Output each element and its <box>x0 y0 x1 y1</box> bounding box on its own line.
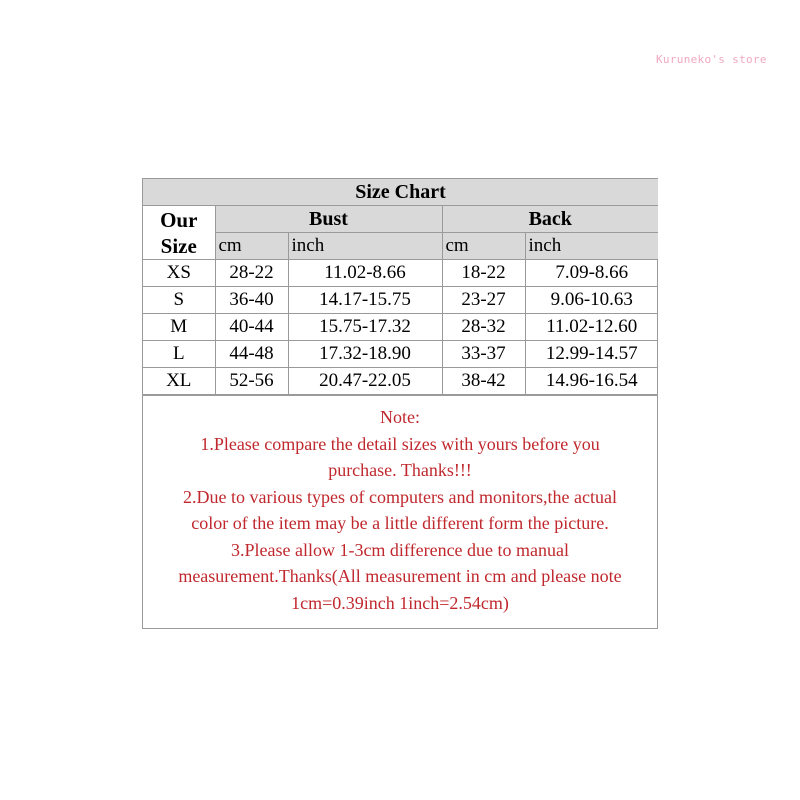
back-cm-cell: 33-37 <box>442 341 525 368</box>
title-row <box>143 179 658 206</box>
back-inch-cell: 12.99-14.57 <box>525 341 658 368</box>
store-watermark: Kuruneko's store <box>656 53 767 66</box>
back-cm-cell: 28-32 <box>442 314 525 341</box>
bust-inch-cell: 14.17-15.75 <box>288 287 442 314</box>
bust-inch-cell: 20.47-22.05 <box>288 368 442 395</box>
note2-line1: 2.Due to various types of computers and monitors,the actual <box>183 486 617 507</box>
size-cell: XL <box>143 368 215 395</box>
unit-header-row <box>143 233 658 260</box>
our-size-header <box>143 206 215 260</box>
note3-line1: 3.Please allow 1-3cm difference due to manual <box>230 539 570 560</box>
table-row <box>143 368 658 395</box>
group-header-row <box>143 206 658 233</box>
size-cell: M <box>143 314 215 341</box>
bust-cm-cell: 52-56 <box>215 368 288 395</box>
back-inch-cell: 14.96-16.54 <box>525 368 658 395</box>
note-heading: Note: <box>380 407 420 427</box>
notes-section <box>143 395 657 628</box>
note1-line1: 1.Please compare the detail sizes with yours before you <box>200 433 600 454</box>
back-cm-cell: 18-22 <box>442 260 525 287</box>
bust-cm-cell: 28-22 <box>215 260 288 287</box>
chart-title: Size Chart <box>143 179 658 206</box>
note1-line2: purchase. Thanks!!! <box>328 460 472 480</box>
size-cell: XS <box>143 260 215 287</box>
our-size-line2: Size <box>160 233 197 258</box>
note3-line2: measurement.Thanks(All measurement in cm and please note <box>178 566 622 586</box>
back-inch-cell: 9.06-10.63 <box>525 287 658 314</box>
bust-cm-cell: 40-44 <box>215 314 288 341</box>
bust-inch-cell: 17.32-18.90 <box>288 341 442 368</box>
back-cm-cell: 38-42 <box>442 368 525 395</box>
back-inch-cell: 11.02-12.60 <box>525 314 658 341</box>
back-cm-header: cm <box>442 233 525 260</box>
size-cell: S <box>143 287 215 314</box>
bust-cm-cell: 36-40 <box>215 287 288 314</box>
bust-cm-cell: 44-48 <box>215 341 288 368</box>
back-cm-cell: 23-27 <box>442 287 525 314</box>
back-inch-cell: 7.09-8.66 <box>525 260 658 287</box>
size-table <box>143 179 658 395</box>
size-chart <box>142 178 658 629</box>
table-row <box>143 260 658 287</box>
size-cell: L <box>143 341 215 368</box>
bust-header: Bust <box>215 206 442 233</box>
table-row <box>143 341 658 368</box>
bust-inch-cell: 11.02-8.66 <box>288 260 442 287</box>
bust-cm-header: cm <box>215 233 288 260</box>
note3-line3: 1cm=0.39inch 1inch=2.54cm) <box>291 592 509 613</box>
back-inch-header: inch <box>525 233 658 260</box>
note2-line2: color of the item may be a little different form the picture. <box>191 513 609 533</box>
bust-inch-header: inch <box>288 233 442 260</box>
our-size-line1: Our <box>160 207 198 232</box>
table-row <box>143 314 658 341</box>
bust-inch-cell: 15.75-17.32 <box>288 314 442 341</box>
back-header: Back <box>442 206 658 233</box>
table-row <box>143 287 658 314</box>
